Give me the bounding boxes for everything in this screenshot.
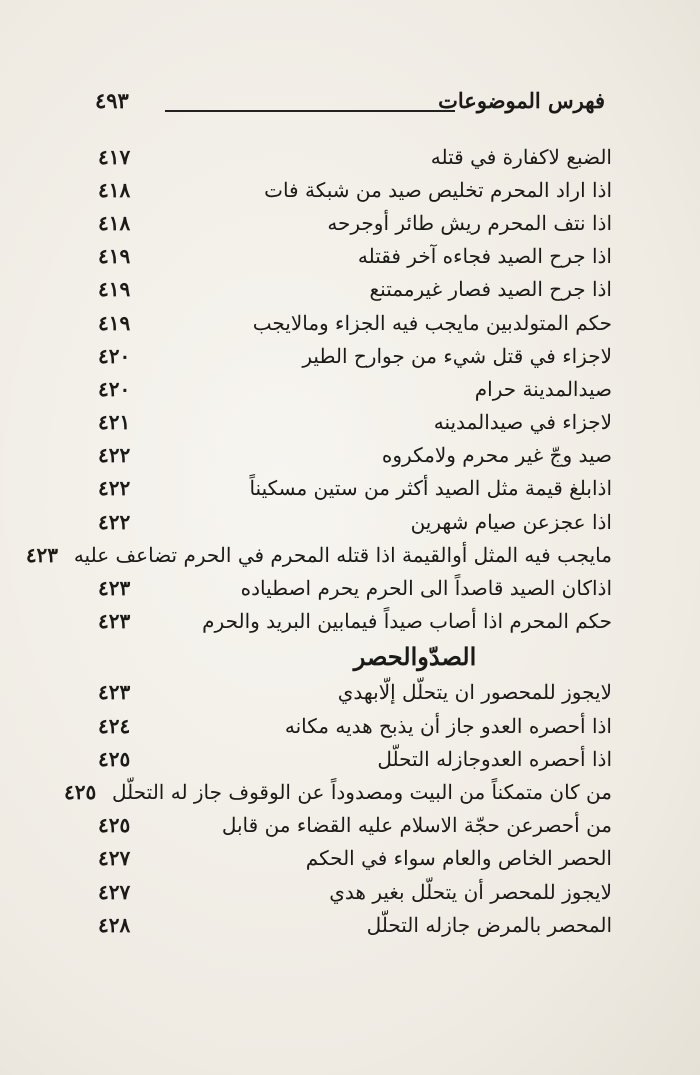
toc-entry [98,709,612,742]
header-rule [165,110,455,112]
toc-entry-page: ٤١٩ [98,277,131,302]
toc-entry-title: من أحصرعن حجّة الاسلام عليه القضاء من قابل [221,813,612,838]
header-page-number: ٤٩٣ [95,88,129,113]
toc-entry-page: ٤٢٧ [98,846,131,871]
toc-entry-page: ٤١٨ [98,177,131,202]
toc-entry-page: ٤٢٥ [98,746,131,771]
toc-entry-page: ٤٢٥ [98,813,131,838]
toc-entry [98,173,612,206]
toc-entry-page: ٤٢٣ [25,542,59,567]
table-of-contents [25,140,612,941]
toc-section-2 [64,676,612,942]
toc-entry-page: ٤٢٥ [64,779,97,804]
toc-entry-title: من كان متمكناً من البيت ومصدوداً عن الوقوف جاز له التحلّل [112,779,612,804]
toc-entry [98,206,612,239]
toc-entry [98,406,612,439]
toc-entry-title: لاجزاء في صيدالمدينه [433,410,612,435]
toc-entry [98,676,612,709]
toc-entry [64,775,612,808]
toc-entry-title: اذا جرح الصيد فصار غيرممتنع [369,277,612,302]
toc-entry-title: اذابلغ قيمة مثل الصيد أكثر من ستين مسكيناً [249,476,612,501]
toc-entry [25,538,612,571]
toc-entry-title: حكم المحرم اذا أصاب صيداً فيمابين البريد والحرم [202,609,612,634]
toc-entry [98,472,612,505]
toc-entry-page: ٤١٧ [98,144,131,169]
toc-entry-page: ٤١٩ [98,310,131,335]
toc-entry-page: ٤٢٣ [98,576,131,601]
toc-entry [98,842,612,875]
toc-entry-title: صيد وجّ غير محرم ولامكروه [381,443,612,468]
toc-entry-page: ٤٢٧ [98,879,131,904]
toc-entry-page: ٤٢٠ [98,343,131,368]
toc-entry [98,306,612,339]
toc-entry-page: ٤٢٤ [98,713,131,738]
toc-entry-title: اذا عجزعن صيام شهرين [410,509,612,534]
toc-entry [98,605,612,638]
toc-entry-title: اذا أحصره العدوجازله التحلّل [377,746,612,771]
toc-entry-title: اذا أحصره العدو جاز أن يذبح هديه مكانه [284,713,612,738]
toc-entry-title: لايجوز للمحصر أن يتحلّل بغير هدي [329,879,612,904]
toc-entry-page: ٤١٩ [98,244,131,269]
toc-entry-title: الحصر الخاص والعام سواء في الحكم [305,846,612,871]
toc-entry-page: ٤١٨ [98,210,131,235]
toc-entry-page: ٤٢٠ [98,376,131,401]
toc-entry-title: اذاكان الصيد قاصداً الى الحرم يحرم اصطياده [240,576,612,601]
toc-entry [98,140,612,173]
toc-entry-title: لاجزاء في قتل شيء من جوارح الطير [302,343,612,368]
toc-entry [98,571,612,604]
toc-entry-page: ٤٢٣ [98,609,131,634]
toc-entry [98,240,612,273]
toc-entry-title: صيدالمدينة حرام [474,376,612,401]
toc-entry [98,273,612,306]
toc-entry [98,439,612,472]
toc-entry-title: اذا جرح الصيد فجاءه آخر فقتله [357,244,612,269]
toc-entry [98,809,612,842]
toc-entry-title: اذا اراد المحرم تخليص صيد من شبكة فات [264,177,612,202]
toc-entry [98,505,612,538]
toc-entry-title: اذا نتف المحرم ريش طائر أوجرحه [327,210,612,235]
toc-entry-title: حكم المتولدبين مايجب فيه الجزاء ومالايجب [252,310,612,335]
toc-entry-page: ٤٢٨ [98,912,131,937]
toc-entry-title: لايجوز للمحصور ان يتحلّل إلّابهدي [337,680,612,705]
toc-entry-page: ٤٢٣ [98,680,131,705]
section-heading: الصدّوالحصر [353,642,477,672]
toc-entry-title: الضبع لاكفارة في قتله [430,144,612,169]
page-header [95,88,605,128]
toc-entry [98,372,612,405]
toc-entry-page: ٤٢٢ [98,509,131,534]
toc-entry [98,908,612,941]
toc-entry [98,339,612,372]
toc-entry-page: ٤٢٢ [98,476,131,501]
toc-entry-title: المحصر بالمرض جازله التحلّل [366,912,612,937]
toc-entry [98,875,612,908]
toc-section-1 [25,140,612,638]
header-title: فهرس الموضوعات [438,88,605,113]
toc-entry [98,742,612,775]
toc-entry-title: مايجب فيه المثل أوالقيمة اذا قتله المحرم في الحرم تضاعف عليه [73,542,612,567]
toc-entry-page: ٤٢١ [98,410,131,435]
toc-entry-page: ٤٢٢ [98,443,131,468]
